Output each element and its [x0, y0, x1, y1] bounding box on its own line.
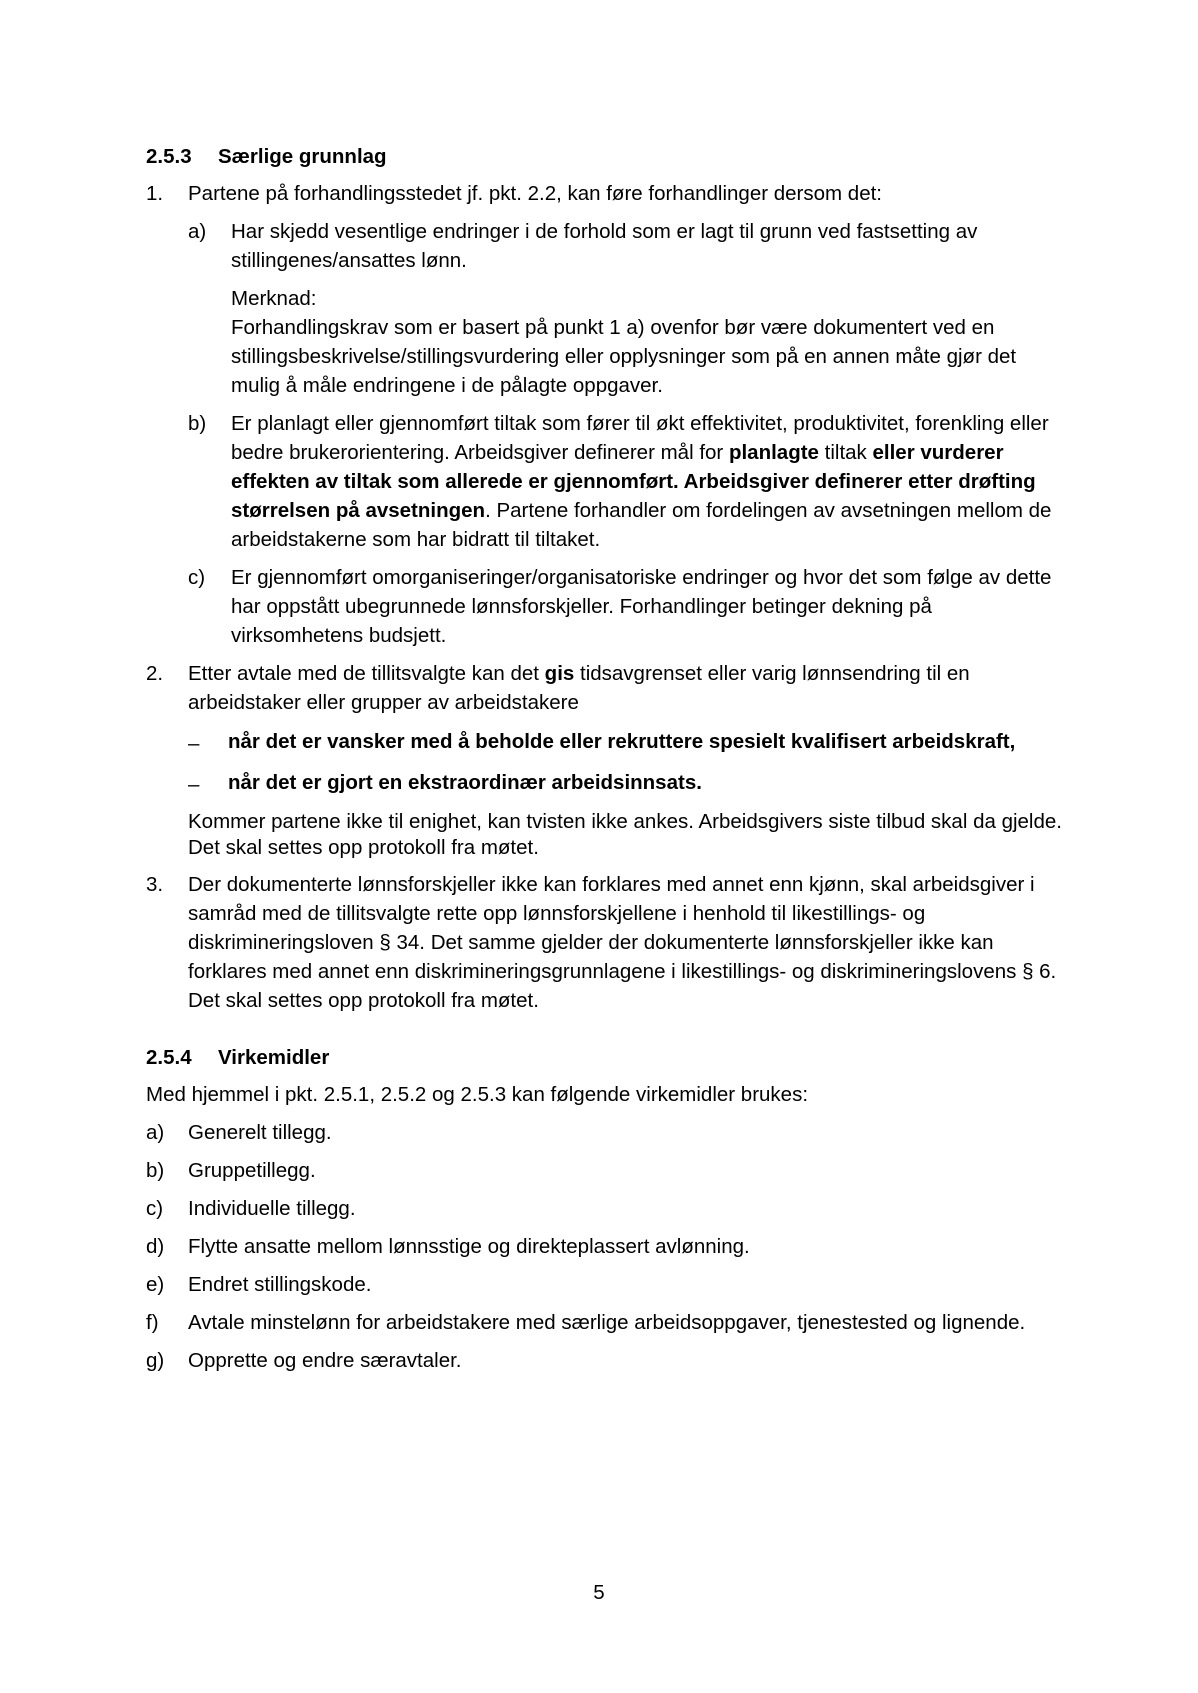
list-marker: g): [146, 1349, 165, 1372]
list-marker: d): [146, 1235, 165, 1258]
list-item-text: Avtale minstelønn for arbeidstakere med særlige arbeidsoppgaver, tjenestested og lignende.: [188, 1311, 1026, 1334]
list-marker: f): [146, 1311, 159, 1334]
bold-run: gis: [544, 662, 575, 685]
text-run: tiltak: [818, 441, 873, 464]
list-item-e: [146, 1270, 1066, 1299]
list-item-text: Endret stillingskode.: [188, 1273, 372, 1296]
text-run: tidsavgrenset eller varig lønnsendring til en arbeidstaker eller grupper av arbeidstakere: [188, 662, 970, 714]
list-item-d: [146, 1232, 1066, 1261]
sub-item-text: [231, 409, 1066, 554]
dash-marker: –: [188, 773, 200, 796]
text-run: . Partene forhandler om fordelingen av avsetningen mellom de arbeidstakerne som har bidratt til tiltaket.: [231, 499, 1052, 551]
list-item-text: Gruppetillegg.: [188, 1159, 316, 1182]
document-page: [146, 142, 1066, 1375]
list-item-text: Generelt tillegg.: [188, 1121, 332, 1144]
dash-marker: –: [188, 732, 200, 755]
section-heading-2-5-3: [146, 142, 1066, 171]
list-item-text: Individuelle tillegg.: [188, 1197, 356, 1220]
note-text: Forhandlingskrav som er basert på punkt 1 a) ovenfor bør være dokumentert ved en stillingsbeskrivelse/stillingsvurdering eller opplysninger som på en annen måte gjør det mulig å måle endringene i de pålagte oppgaver.: [231, 316, 1017, 397]
list-marker: 3.: [146, 873, 164, 896]
list-marker: b): [188, 412, 207, 435]
list-item-text: [188, 659, 1066, 717]
text-run: Etter avtale med de tillitsvalgte kan det: [188, 662, 545, 685]
sub-item-text: Har skjedd vesentlige endringer i de forhold som er lagt til grunn ved fastsetting av stillingenes/ansattes lønn.: [231, 220, 978, 272]
section-number: 2.5.3: [146, 145, 192, 168]
list-item-2: [146, 659, 1066, 861]
list-marker: a): [146, 1121, 165, 1144]
bold-run: planlagte: [728, 441, 819, 464]
list-marker: a): [188, 220, 207, 243]
list-marker: 2.: [146, 662, 164, 685]
sub-item-b: [188, 409, 1066, 554]
dash-item-text: når det er vansker med å beholde eller rekruttere spesielt kvalifisert arbeidskraft,: [228, 730, 1016, 753]
list-marker: e): [146, 1273, 165, 1296]
section-heading-2-5-4: [146, 1043, 1066, 1072]
text-run: Er planlagt eller gjennomført tiltak som fører til økt effektivitet, produktivitet, forenkling eller bedre brukerorientering. Arbeidsgiver definerer mål for: [231, 412, 1049, 464]
list-marker: c): [188, 566, 206, 589]
list-item-text: Partene på forhandlingsstedet jf. pkt. 2.2, kan føre forhandlinger dersom det:: [188, 182, 882, 205]
list-item-text: Flytte ansatte mellom lønnsstige og direkteplassert avlønning.: [188, 1235, 750, 1258]
dash-item-2: [188, 770, 1066, 799]
list-item-3: [146, 870, 1066, 1015]
closing-text: Kommer partene ikke til enighet, kan tvisten ikke ankes. Arbeidsgivers siste tilbud skal da gjelde. Det skal settes opp protokoll fra møtet.: [188, 810, 1062, 859]
list-item-g: [146, 1346, 1066, 1375]
list-item-b: [146, 1156, 1066, 1185]
section-title: Virkemidler: [218, 1046, 330, 1069]
dash-item-text: når det er gjort en ekstraordinær arbeidsinnsats.: [228, 771, 702, 794]
sub-item-text: Er gjennomført omorganiseringer/organisatoriske endringer og hvor det som følge av dette har oppstått ubegrunnede lønnsforskjeller. Forhandlinger betinger dekning på virksomhetens budsjett.: [231, 566, 1052, 647]
list-marker: c): [146, 1197, 164, 1220]
list-marker: b): [146, 1159, 165, 1182]
page-number: 5: [593, 1581, 605, 1604]
section-intro: Med hjemmel i pkt. 2.5.1, 2.5.2 og 2.5.3 kan følgende virkemidler brukes:: [146, 1083, 809, 1106]
section-title: Særlige grunnlag: [218, 145, 387, 168]
sub-item-c: [188, 563, 1066, 650]
note-label: Merknad:: [231, 287, 317, 310]
dash-item-1: [188, 729, 1066, 758]
list-marker: 1.: [146, 182, 164, 205]
virkemidler-list: [146, 1118, 1066, 1375]
list-item-1: [146, 179, 1066, 650]
list-item-text: Der dokumenterte lønnsforskjeller ikke kan forklares med annet enn kjønn, skal arbeidsgiver i samråd med de tillitsvalgte rette opp lønnsforskjellene i henhold til likestillings- og diskrimineringsloven § 34. Det samme gjelder der dokumenterte lønnsforskjeller ikke kan forklares med annet enn diskrimineringsgrunnlagene i likestillings- og diskrimineringslovens § 6. Det skal settes opp protokoll fra møtet.: [188, 873, 1057, 1012]
section-number: 2.5.4: [146, 1046, 192, 1069]
list-item-text: Opprette og endre særavtaler.: [188, 1349, 462, 1372]
list-item-f: [146, 1308, 1066, 1337]
sub-item-a: [188, 217, 1066, 400]
list-item-c: [146, 1194, 1066, 1223]
list-item-a: [146, 1118, 1066, 1147]
bold-run: eller vurderer effekten av tiltak som allerede er gjennomført. Arbeidsgiver definerer etter drøfting størrelsen på avsetningen: [231, 441, 1036, 522]
